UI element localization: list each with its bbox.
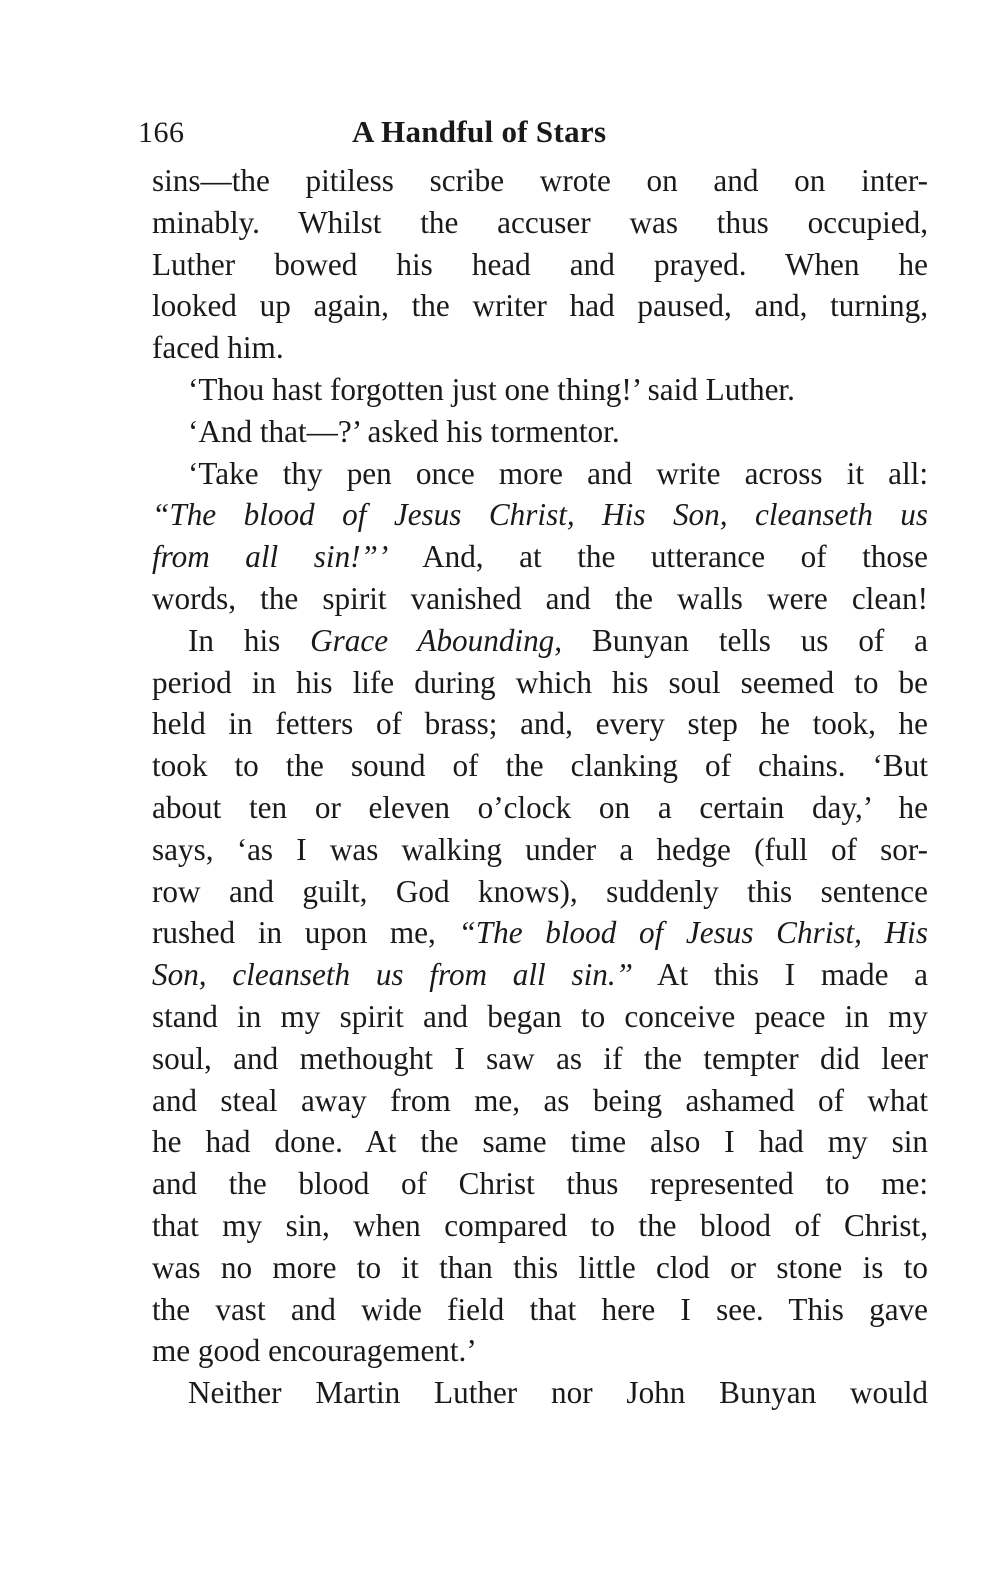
text-run: rushed in upon me, — [152, 915, 459, 951]
text-run: period in his life during which his soul seemed to be — [152, 664, 928, 700]
text-run: At this I made a — [633, 957, 929, 993]
text-run: And, at the utterance of those — [388, 539, 928, 575]
text-run: says, ‘as I was walking under a hedge (full of sor- — [152, 831, 928, 867]
text-line — [152, 285, 928, 327]
text-line — [152, 1372, 928, 1414]
text-run: Bunyan tells us of a — [562, 622, 929, 658]
text-line — [152, 327, 928, 369]
text-line — [152, 1163, 928, 1205]
text-run: looked up again, the writer had paused, and, turning, — [152, 288, 928, 324]
text-run: he had done. At the same time also I had my sin — [152, 1124, 928, 1160]
text-line — [152, 787, 928, 829]
text-run: sins—the pitiless scribe wrote on and on inter- — [152, 163, 928, 198]
text-run: faced him. — [152, 330, 284, 366]
running-head — [138, 110, 928, 160]
text-line — [152, 369, 928, 411]
text-line — [152, 996, 928, 1038]
text-line — [152, 244, 928, 286]
text-run: and steal away from me, as being ashamed of what — [152, 1082, 928, 1118]
text-run: ‘Take thy pen once more and write across it all: — [188, 455, 928, 491]
text-line — [152, 578, 928, 620]
book-page — [138, 110, 929, 1414]
text-line — [152, 745, 928, 787]
italic-run: Son, cleanseth us from all sin.” — [152, 957, 634, 993]
running-title: A Handful of Stars — [352, 114, 607, 149]
text-run: me good encouragement.’ — [152, 1333, 477, 1369]
text-line — [152, 703, 928, 745]
page-number: 166 — [138, 116, 185, 149]
text-run: soul, and methought I saw as if the tempter did leer — [152, 1040, 928, 1076]
text-run: was no more to it than this little clod or stone is to — [152, 1249, 928, 1285]
text-line — [152, 954, 928, 996]
text-run: row and guilt, God knows), suddenly this sentence — [152, 873, 928, 909]
text-line — [152, 829, 928, 871]
text-line — [152, 1038, 928, 1080]
text-line — [152, 1121, 928, 1163]
text-run: words, the spirit vanished and the walls were clean! — [152, 580, 928, 616]
text-run: minably. Whilst the accuser was thus occupied, — [152, 204, 928, 240]
text-line — [152, 494, 928, 536]
text-run: and the blood of Christ thus represented to me: — [152, 1166, 928, 1202]
text-run: ‘And that—?’ asked his tormentor. — [188, 413, 620, 449]
text-line — [152, 620, 928, 662]
text-run: about ten or eleven o’clock on a certain day,’ he — [152, 789, 928, 825]
text-run: Luther bowed his head and prayed. When he — [152, 246, 928, 282]
italic-run: “The blood of Jesus Christ, His — [458, 915, 928, 951]
text-line — [152, 1289, 928, 1331]
italic-run: “The blood of Jesus Christ, His Son, cleanseth us — [152, 497, 928, 533]
text-run: ‘Thou hast forgotten just one thing!’ said Luther. — [188, 371, 795, 407]
italic-run: from all sin!”’ — [152, 539, 389, 575]
text-line — [152, 202, 928, 244]
text-line — [152, 1205, 928, 1247]
text-run: held in fetters of brass; and, every step he took, he — [152, 706, 928, 742]
text-run: In his — [188, 622, 311, 658]
text-line — [152, 160, 928, 202]
text-run: the vast and wide field that here I see. This gave — [152, 1291, 928, 1327]
italic-run: Grace Abounding, — [310, 622, 563, 658]
text-line — [152, 453, 928, 495]
text-line — [152, 1247, 928, 1289]
text-run: Neither Martin Luther nor John Bunyan would — [188, 1375, 928, 1411]
text-run: took to the sound of the clanking of chains. ‘But — [152, 748, 928, 784]
text-line — [152, 662, 928, 704]
body-text — [152, 160, 928, 1414]
text-line — [152, 411, 928, 453]
text-line — [152, 871, 928, 913]
text-run: that my sin, when compared to the blood of Christ, — [152, 1207, 928, 1243]
text-line — [152, 1330, 928, 1372]
text-line — [152, 1080, 928, 1122]
text-run: stand in my spirit and began to conceive peace in my — [152, 998, 928, 1034]
text-line — [152, 536, 928, 578]
text-line — [152, 912, 928, 954]
